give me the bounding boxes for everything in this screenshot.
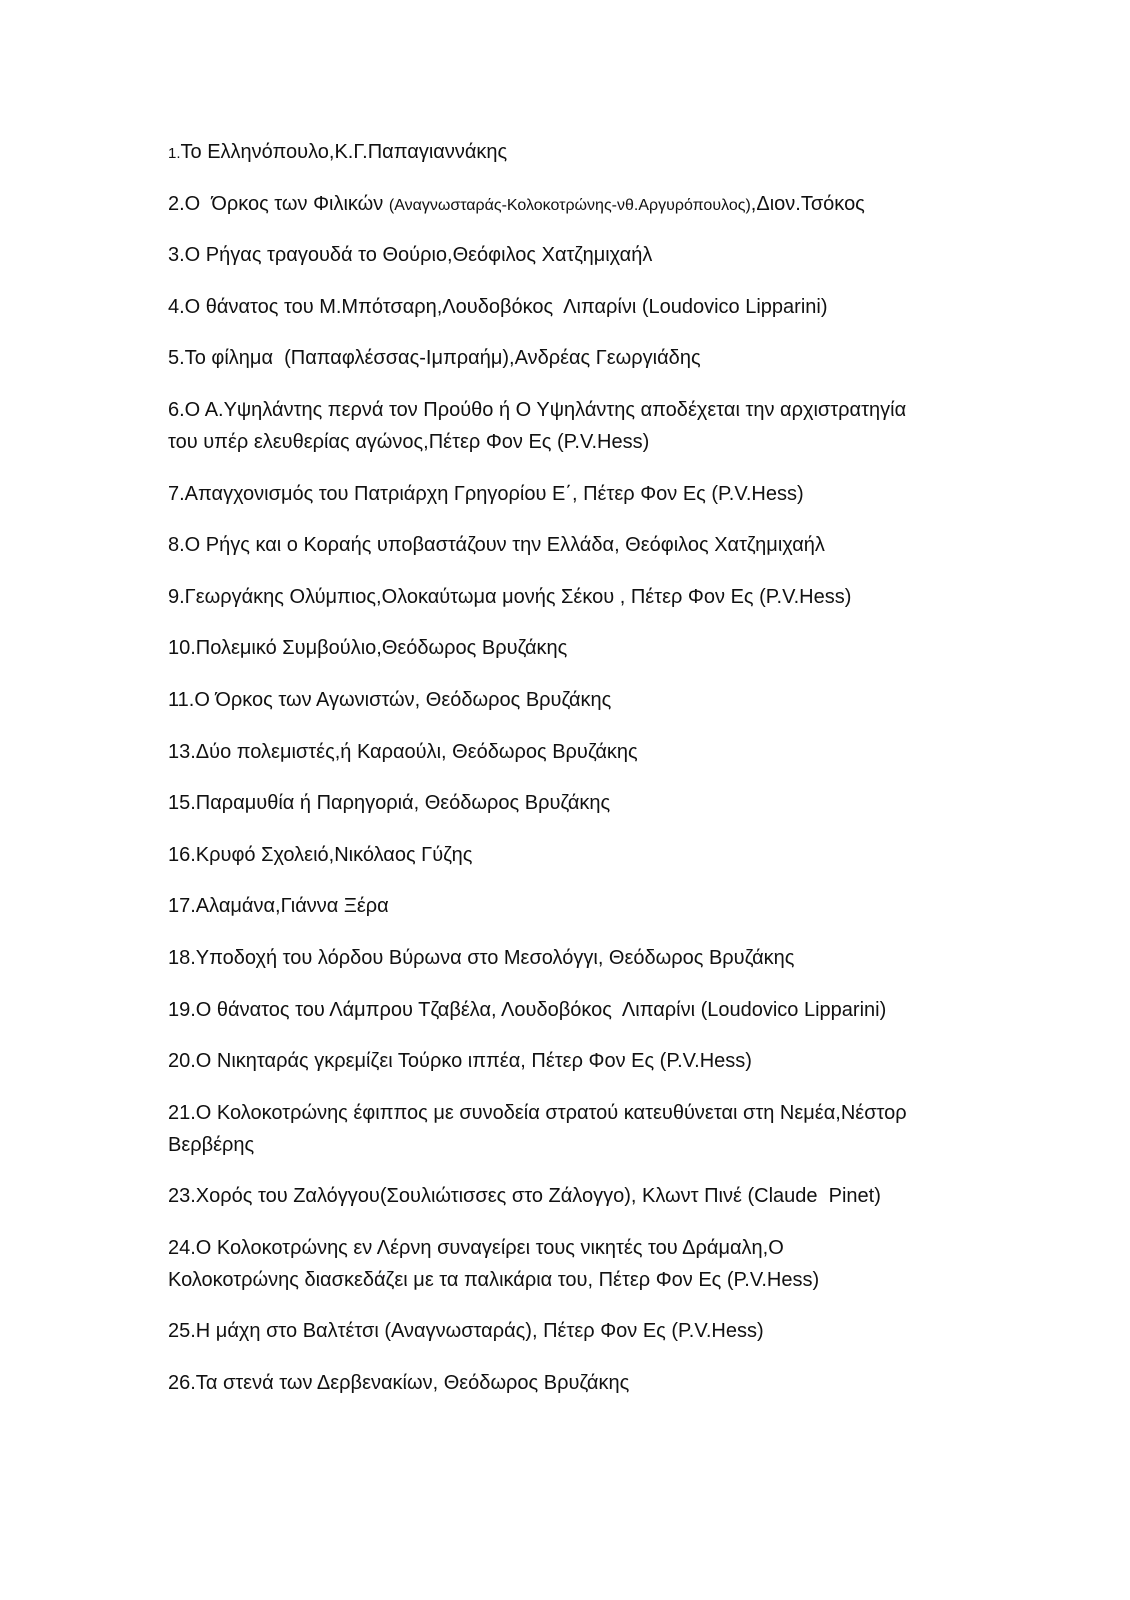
list-item [168, 529, 1068, 561]
item-line: 9.Γεωργάκης Ολύμπιος,Ολοκαύτωμα μονής Σέκου , Πέτερ Φον Ες (P.V.Hess) [168, 585, 852, 608]
item-line: 11.Ο Όρκος των Αγωνιστών, Θεόδωρος Βρυζάκης [168, 688, 612, 711]
item-text: ,Διον.Τσόκος [750, 192, 865, 215]
item-line: 21.Ο Κολοκοτρώνης έφιππος με συνοδεία στρατού κατευθύνεται στη Νεμέα,Νέστορ [168, 1101, 907, 1124]
item-text: Το Ελληνόπουλο,Κ.Γ.Παπαγιαννάκης [180, 141, 508, 163]
list-item [168, 632, 1068, 664]
list-item [168, 581, 1068, 613]
item-line [168, 188, 1068, 220]
list-item [168, 994, 1068, 1026]
item-line: 16.Κρυφό Σχολειό,Νικόλαος Γύζης [168, 843, 473, 866]
item-line: 13.Δύο πολεμιστές,ή Καραούλι, Θεόδωρος Βρυζάκης [168, 740, 638, 763]
item-line: 15.Παραμυθία ή Παρηγοριά, Θεόδωρος Βρυζάκης [168, 792, 611, 815]
item-line: 23.Χορός του Ζαλόγγου(Σουλιώτισσες στο Ζάλογγο), Κλωντ Πινέ (Claude Pinet) [168, 1185, 881, 1208]
item-line: 26.Τα στενά των Δερβενακίων, Θεόδωρος Βρυζάκης [168, 1372, 630, 1395]
item-line: 25.Η μάχη στο Βαλτέτσι (Αναγνωσταράς), Πέτερ Φον Ες (P.V.Hess) [168, 1320, 764, 1343]
item-line: 20.Ο Νικηταράς γκρεμίζει Τούρκο ιππέα, Πέτερ Φον Ες (P.V.Hess) [168, 1050, 752, 1073]
painting-list [168, 136, 1068, 1419]
item-line: 18.Υποδοχή του λόρδου Βύρωνα στο Μεσολόγγι, Θεόδωρος Βρυζάκης [168, 946, 795, 969]
list-item [168, 787, 1068, 819]
list-item [168, 1097, 1068, 1161]
item-line: 6.Ο Α.Υψηλάντης περνά τον Προύθο ή Ο Υψηλάντης αποδέχεται την αρχιστρατηγία [168, 398, 907, 421]
item-line: 4.Ο θάνατος του Μ.Μπότσαρη,Λουδοβόκος Λιπαρίνι (Loudovico Lipparini) [168, 295, 828, 318]
item-line: 24.Ο Κολοκοτρώνης εν Λέρνη συναγείρει τους νικητές του Δράμαλη,Ο [168, 1236, 784, 1259]
list-item [168, 1367, 1068, 1399]
item-text: 2.Ο Όρκος των Φιλικών [168, 192, 389, 215]
item-line: 8.Ο Ρήγς και ο Κοραής υποβαστάζουν την Ελλάδα, Θεόφιλος Χατζημιχαήλ [168, 534, 825, 557]
list-item [168, 890, 1068, 922]
item-line: Κολοκοτρώνης διασκεδάζει με τα παλικάρια του, Πέτερ Φον Ες (P.V.Hess) [168, 1268, 820, 1291]
item-line: 5.Το φίλημα (Παπαφλέσσας-Ιμπραήμ),Ανδρέας Γεωργιάδης [168, 347, 701, 370]
list-item [168, 839, 1068, 871]
list-item [168, 1315, 1068, 1347]
item-line: του υπέρ ελευθερίας αγώνος,Πέτερ Φον Ες (P.V.Hess) [168, 430, 650, 453]
list-item [168, 342, 1068, 374]
item-line: 10.Πολεμικό Συμβούλιο,Θεόδωρος Βρυζάκης [168, 637, 568, 660]
list-item [168, 394, 1068, 458]
list-item [168, 291, 1068, 323]
list-item [168, 188, 1068, 220]
list-item [168, 239, 1068, 271]
list-item [168, 942, 1068, 974]
item-parenthetical: (Αναγνωσταράς-Κολοκοτρώνης-νθ.Αργυρόπουλος) [388, 196, 751, 214]
list-item [168, 736, 1068, 768]
list-item [168, 136, 1068, 168]
list-item [168, 478, 1068, 510]
list-item [168, 684, 1068, 716]
list-item [168, 1045, 1068, 1077]
item-line: 3.Ο Ρήγας τραγουδά το Θούριο,Θεόφιλος Χατζημιχαήλ [168, 244, 653, 267]
item-line: 17.Αλαμάνα,Γιάννα Ξέρα [168, 895, 389, 918]
list-item [168, 1180, 1068, 1212]
item-number: 1. [168, 145, 181, 162]
item-line: Βερβέρης [168, 1133, 255, 1156]
item-line: 19.Ο θάνατος του Λάμπρου Τζαβέλα, Λουδοβόκος Λιπαρίνι (Loudovico Lipparini) [168, 998, 887, 1021]
item-line: 7.Απαγχονισμός του Πατριάρχη Γρηγορίου Ε΄, Πέτερ Φον Ες (P.V.Hess) [168, 482, 804, 505]
list-item [168, 1232, 1068, 1296]
item-line [168, 136, 1068, 168]
